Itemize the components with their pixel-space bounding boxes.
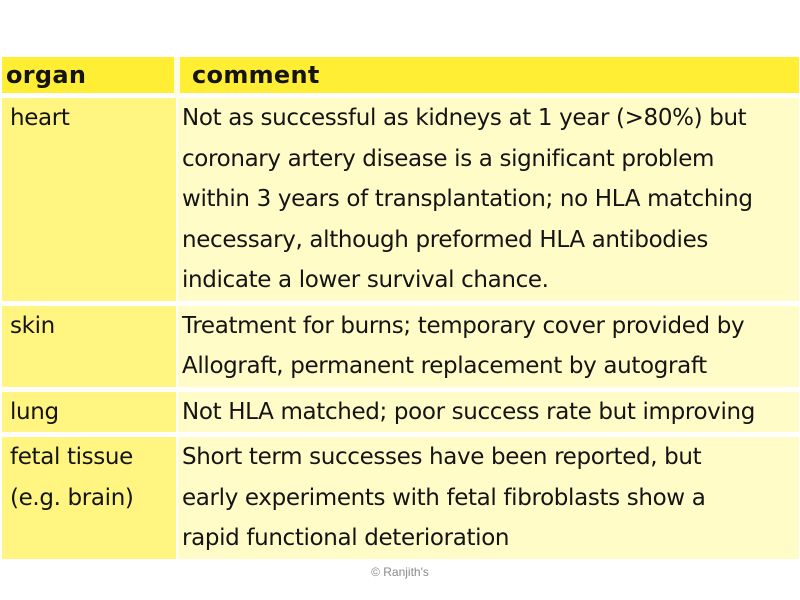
organ-line: skin (10, 312, 55, 339)
column-header-organ: organ (2, 57, 177, 96)
comment-line: rapid functional deterioration (182, 525, 510, 551)
organ-cell (2, 303, 177, 389)
organ-transplant-table (2, 57, 799, 559)
copyright-footer: © Ranjith's (371, 565, 429, 579)
comment-line: coronary artery disease is a significant problem (182, 145, 715, 172)
table-row-fetal-tissue (2, 435, 799, 559)
comment-line: within 3 years of transplantation; no HLA matching (182, 186, 753, 212)
comment-line: early experiments with fetal fibroblasts show a (182, 484, 706, 511)
comment-line: Allograft, permanent replacement by autograft (182, 353, 707, 379)
organ-cell (2, 389, 177, 435)
organ-line: heart (10, 105, 70, 131)
comment-cell (177, 389, 799, 435)
table-header-row (2, 57, 799, 96)
table-row-lung (2, 389, 799, 435)
organ-line: lung (10, 398, 59, 425)
comment-cell (177, 435, 799, 559)
comment-cell (177, 303, 799, 389)
comment-line: necessary, although preformed HLA antibodies (182, 226, 709, 253)
comment-line: Not HLA matched; poor success rate but improving (182, 398, 755, 425)
column-header-comment: comment (177, 57, 799, 96)
organ-cell (2, 96, 177, 304)
organ-line: fetal tissue (10, 444, 133, 470)
table-row-heart (2, 96, 799, 304)
comment-line: Treatment for burns; temporary cover provided by (182, 312, 745, 339)
comment-cell (177, 96, 799, 304)
organ-cell (2, 435, 177, 559)
organ-line: (e.g. brain) (10, 484, 134, 511)
table-row-skin (2, 303, 799, 389)
comment-line: Not as successful as kidneys at 1 year (>80%) but (182, 105, 747, 131)
comment-line: Short term successes have been reported, but (182, 444, 702, 470)
comment-line: indicate a lower survival chance. (182, 267, 549, 293)
